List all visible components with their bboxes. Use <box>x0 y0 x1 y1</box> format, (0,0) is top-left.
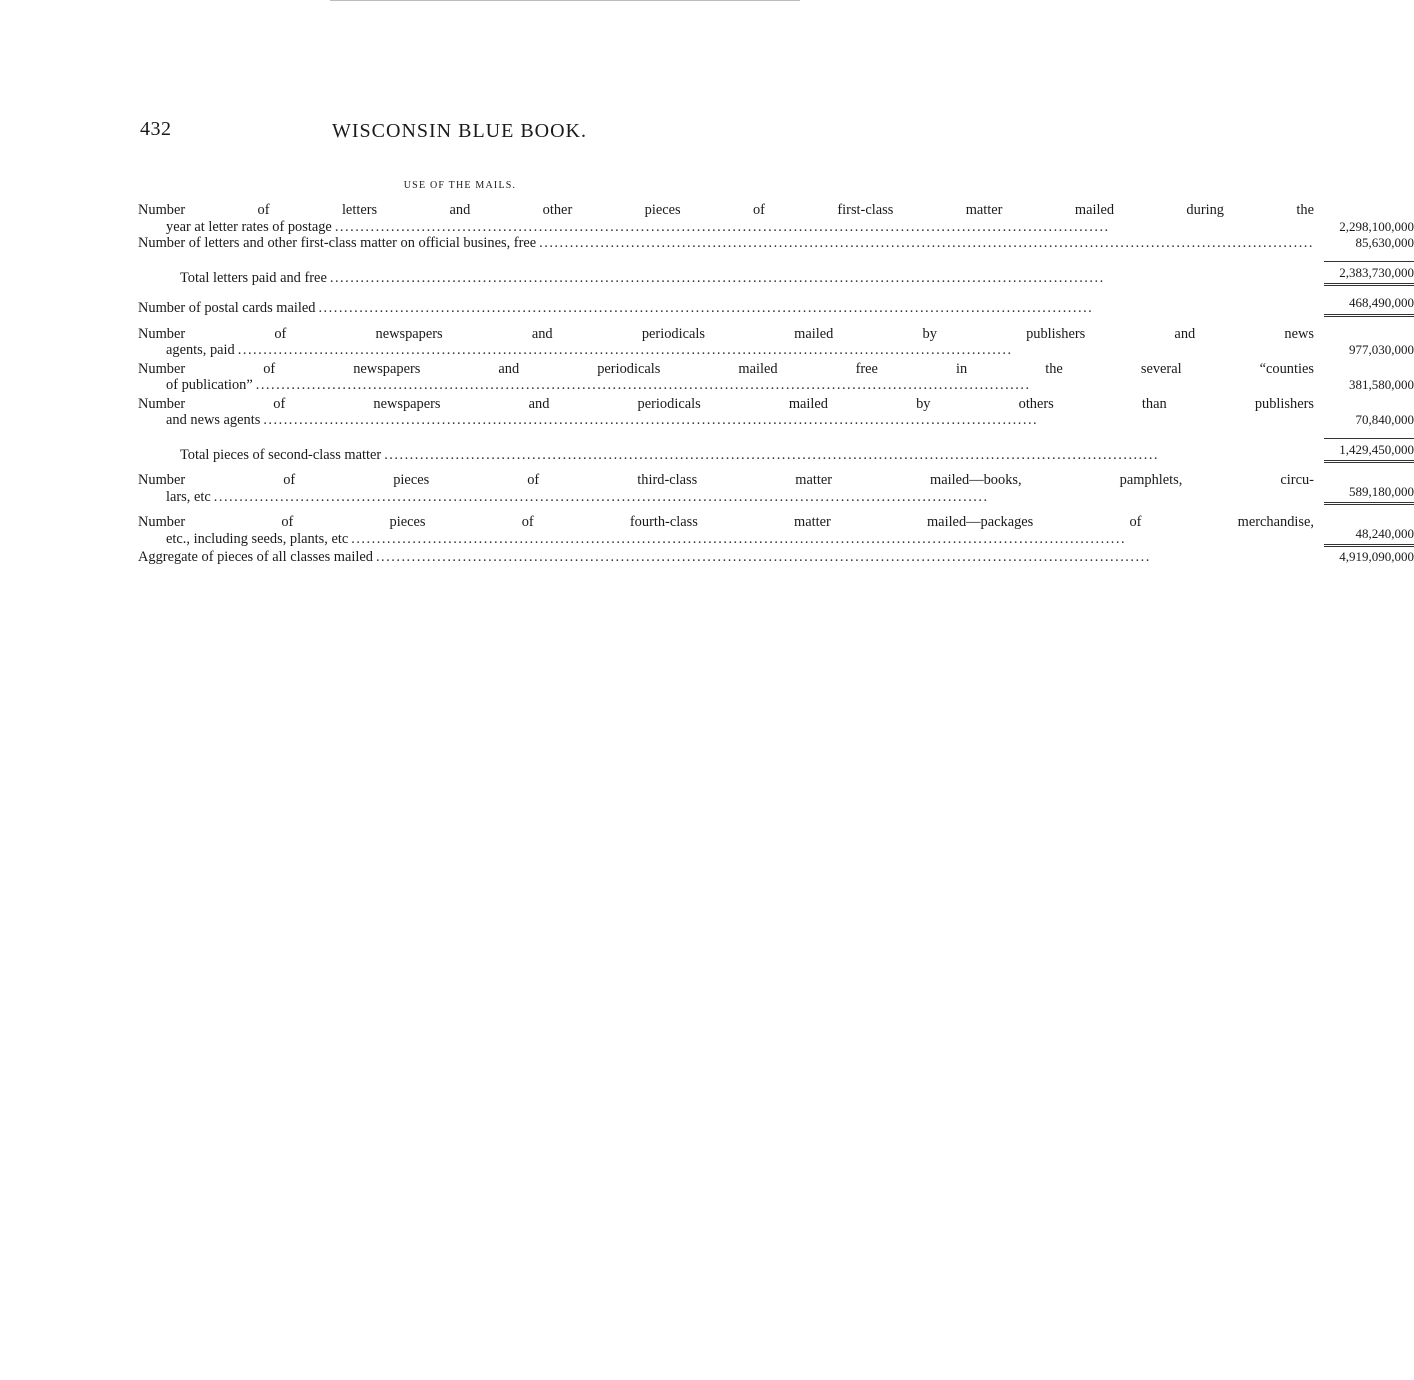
row-label-continued: year at letter rates of postage <box>166 218 332 235</box>
table-row-total <box>138 252 1414 287</box>
row-value: 70,840,000 <box>1355 412 1414 427</box>
row-value: 977,030,000 <box>1348 342 1414 357</box>
dot-leader <box>263 412 1314 429</box>
row-label-continued: of publication” <box>166 377 253 393</box>
row-label: Number of newspapers and periodicals mailed by others than publishers <box>138 395 1314 412</box>
table-row <box>138 394 1414 429</box>
running-head: WISCONSIN BLUE BOOK. <box>332 120 587 142</box>
table-row <box>138 463 1414 505</box>
row-label-continued: and news agents <box>166 412 261 428</box>
row-value: 85,630,000 <box>1355 235 1414 250</box>
dot-leader <box>318 300 1314 317</box>
table-row <box>138 202 1414 235</box>
mail-statistics-table <box>138 202 1414 566</box>
row-value: 2,298,100,000 <box>1339 218 1414 234</box>
row-label: Number of newspapers and periodicals mailed by publishers and news <box>138 325 1314 342</box>
dot-leader <box>238 342 1314 359</box>
dot-leader <box>351 531 1314 548</box>
row-label: Number of pieces of fourth-class matter mailed—packages of merchandise, <box>138 514 1314 530</box>
row-value: 4,919,090,000 <box>1339 549 1414 564</box>
row-label: Total pieces of second-class matter <box>180 446 382 463</box>
row-label: Number of postal cards mailed <box>138 300 316 316</box>
table-row <box>138 317 1414 359</box>
row-value: 2,383,730,000 <box>1324 261 1414 287</box>
dot-leader <box>330 270 1314 287</box>
section-title: USE OF THE MAILS. <box>403 180 517 191</box>
table-row <box>138 359 1414 394</box>
row-label: Number of pieces of third-class matter mailed—books, pamphlets, circu- <box>138 472 1314 488</box>
row-label-continued: agents, paid <box>166 342 235 358</box>
row-label: Number of letters and other pieces of first-class matter mailed during the <box>138 202 1314 218</box>
row-label-continued: etc., including seeds, plants, etc <box>166 530 349 547</box>
dot-leader <box>384 447 1314 464</box>
table-row <box>138 505 1414 547</box>
dot-leader <box>376 549 1314 566</box>
table-row <box>138 286 1414 317</box>
row-value: 468,490,000 <box>1324 295 1414 317</box>
dot-leader <box>539 235 1314 252</box>
row-label: Aggregate of pieces of all classes mailed <box>138 549 373 565</box>
table-row-aggregate <box>138 547 1414 566</box>
table-row <box>138 235 1414 252</box>
page-number: 432 <box>140 118 172 140</box>
row-value: 48,240,000 <box>1324 526 1414 548</box>
dot-leader <box>214 489 1314 506</box>
row-label: Number of newspapers and periodicals mailed free in the several “counties <box>138 360 1314 377</box>
page-top-edge <box>330 0 800 1</box>
table-row-total <box>138 429 1414 464</box>
row-value: 381,580,000 <box>1348 377 1414 392</box>
dot-leader <box>256 377 1314 394</box>
dot-leader <box>335 219 1314 236</box>
row-label: Total letters paid and free <box>180 269 327 286</box>
row-label: Number of letters and other first-class matter on official busines, free <box>138 235 537 251</box>
row-label-continued: lars, etc <box>166 488 211 505</box>
row-value: 589,180,000 <box>1324 484 1414 506</box>
row-value: 1,429,450,000 <box>1324 438 1414 464</box>
